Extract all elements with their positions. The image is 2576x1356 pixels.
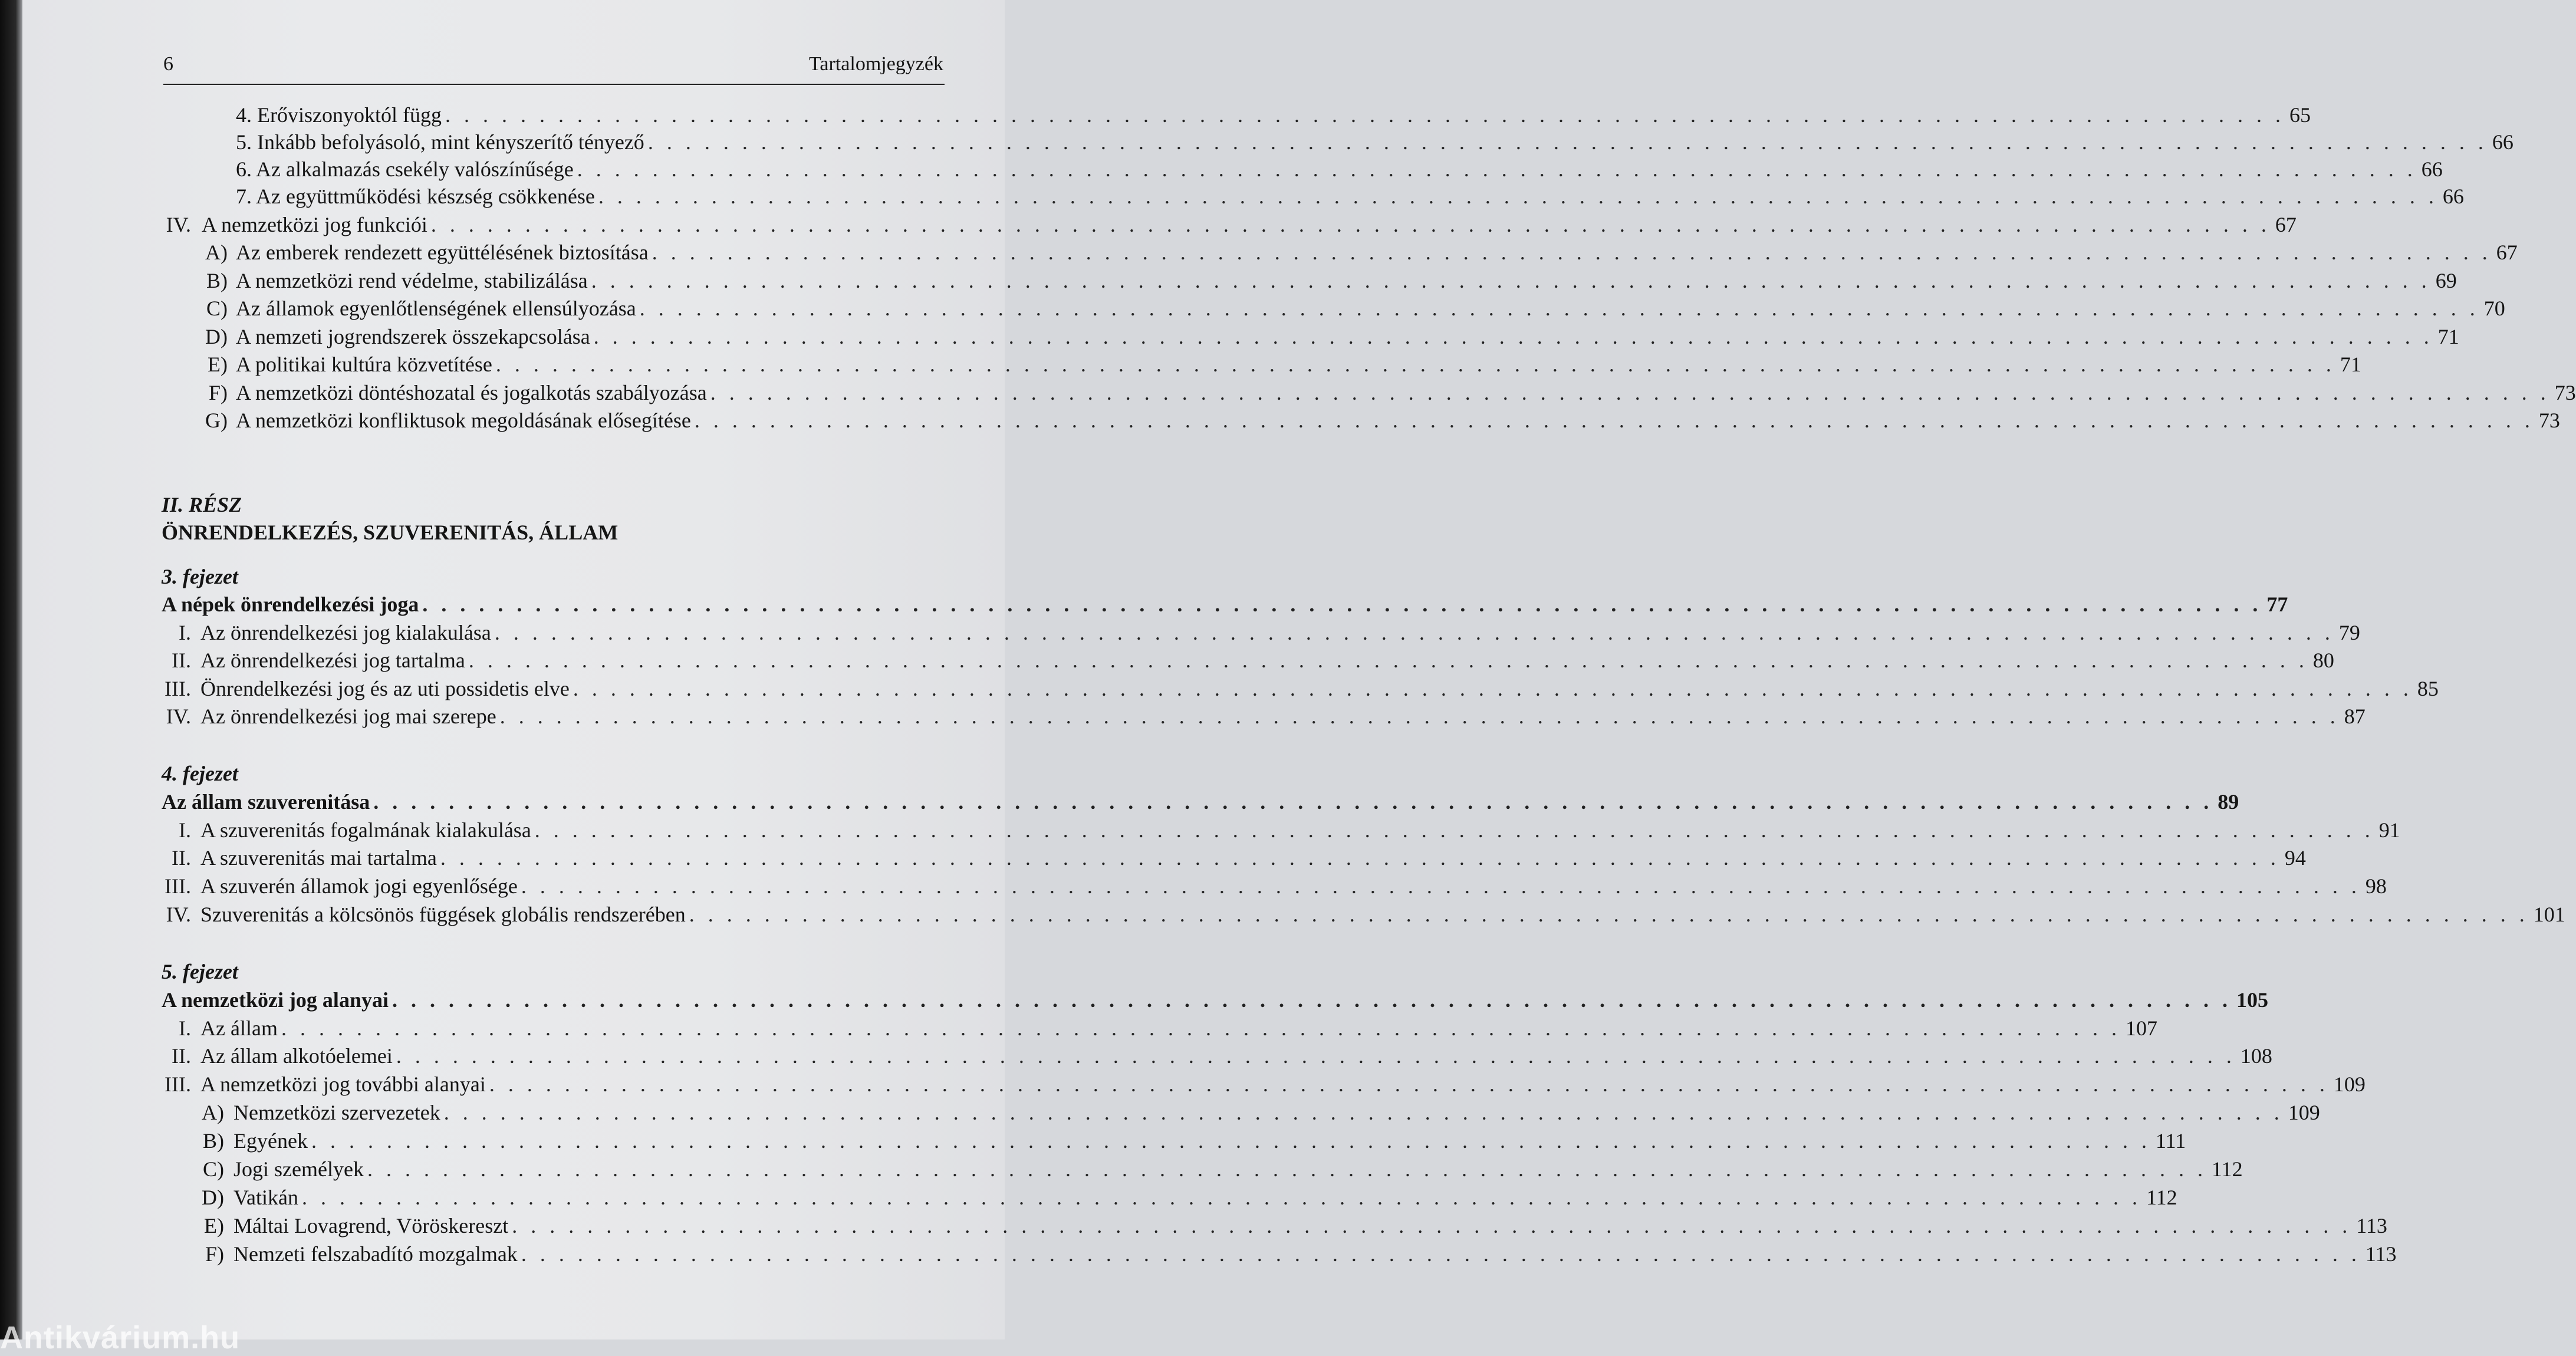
toc-number: II. [172,846,191,870]
toc-page-number: 89 [2218,790,2239,814]
toc-number: B) [203,1129,224,1153]
part-title: ÖNRENDELKEZÉS, SZUVERENITÁS, ÁLLAM [162,521,618,544]
toc-number: IV. [166,903,191,926]
toc-page-number: 113 [2365,1242,2397,1266]
toc-page-number: 67 [2275,213,2297,236]
toc-number: E) [204,1214,224,1237]
toc-entry: D) Vatikán . . . . . . . . . . . . . . . . . . . . . . . . . . . . . . . . . . . . . . . . . . . . . . . . . . . . . . . . . . . . . . . . . . . . . . . . . . . . . . . . . . . . . . . . . . . . . . . . . . 112 [0,1184,1002,1211]
toc-entry: C) Jogi személyek . . . . . . . . . . . . . . . . . . . . . . . . . . . . . . . . . . . . . . . . . . . . . . . . . . . . . . . . . . . . . . . . . . . . . . . . . . . . . . . . . . . . . . . . . . . . . . . . . . 112 [0,1156,1002,1183]
toc-page-number: 73 [2538,409,2560,432]
page-number: 6 [163,53,173,75]
toc-number: F) [208,381,228,404]
toc-entry: III. A szuverén államok jogi egyenlősége . . . . . . . . . . . . . . . . . . . . . . . . . . . . . . . . . . . . . . . . . . . . . . . . . . . . . . . . . . . . . . . . . . . . . . . . . . . . . . . . . . . . . . . . . . . . . . . . . . 98 [0,873,1002,900]
toc-number: IV. [166,705,191,728]
toc-entry: 7. Az együttműködési készség csökkenése . . . . . . . . . . . . . . . . . . . . . . . . . . . . . . . . . . . . . . . . . . . . . . . . . . . . . . . . . . . . . . . . . . . . . . . . . . . . . . . . . . . . . . . . . . . . . . . . . . 66 [0,183,1002,210]
toc-page-number: 80 [2312,649,2334,672]
toc-page-number: 73 [2554,381,2576,404]
watermark: Antikvárium.hu [0,1320,241,1355]
toc-page-number: 109 [2333,1072,2366,1096]
toc-entry: G) A nemzetközi konfliktusok megoldásának elősegítése . . . . . . . . . . . . . . . . . . . . . . . . . . . . . . . . . . . . . . . . . . . . . . . . . . . . . . . . . . . . . . . . . . . . . . . . . . . . . . . . . . . . . . . . . . . . . . . . . . 73 [0,407,1002,434]
toc-page-number: 109 [2288,1101,2320,1124]
toc-number: I. [179,1016,191,1040]
toc-page-number: 87 [2344,705,2366,728]
running-header [163,53,945,85]
toc-number: G) [205,409,228,432]
toc-entry: F) Nemzeti felszabadító mozgalmak . . . . . . . . . . . . . . . . . . . . . . . . . . . . . . . . . . . . . . . . . . . . . . . . . . . . . . . . . . . . . . . . . . . . . . . . . . . . . . . . . . . . . . . . . . . . . . . . . . 113 [0,1240,1002,1268]
toc-page-number: 107 [2125,1016,2157,1040]
toc-page-number: 66 [2442,185,2464,208]
toc-number: B) [206,269,228,292]
toc-number: C) [206,297,228,320]
toc-page-number: 66 [2421,157,2443,181]
toc-number: D) [202,1186,224,1209]
toc-entry: 5. Inkább befolyásoló, mint kényszerítő tényező . . . . . . . . . . . . . . . . . . . . . . . . . . . . . . . . . . . . . . . . . . . . . . . . . . . . . . . . . . . . . . . . . . . . . . . . . . . . . . . . . . . . . . . . . . . . . . . . . . 66 [0,129,1002,156]
toc-page-number: 112 [2211,1157,2243,1181]
toc-page-number: 85 [2417,677,2439,700]
toc-entry: 4. Erőviszonyoktól függ . . . . . . . . . . . . . . . . . . . . . . . . . . . . . . . . . . . . . . . . . . . . . . . . . . . . . . . . . . . . . . . . . . . . . . . . . . . . . . . . . . . . . . . . . . . . . . . . . . 65 [0,101,1002,129]
toc-number: C) [203,1157,224,1181]
toc-page-number: 112 [2146,1186,2177,1209]
chapter-label: 4. fejezet [162,762,238,785]
toc-number: I. [179,621,191,644]
toc-number: III. [165,677,191,700]
toc-page-number: 105 [2236,988,2268,1012]
toc-page-number: 65 [2289,103,2311,127]
toc-page-number: 67 [2496,241,2518,264]
toc-entry: IV. Az önrendelkezési jog mai szerepe . . . . . . . . . . . . . . . . . . . . . . . . . . . . . . . . . . . . . . . . . . . . . . . . . . . . . . . . . . . . . . . . . . . . . . . . . . . . . . . . . . . . . . . . . . . . . . . . . . 87 [0,703,1002,730]
toc-page-number: 111 [2155,1129,2186,1153]
chapter-title: Az állam szuverenitása . . . . . . . . . . . . . . . . . . . . . . . . . . . . . . . . . . . . . . . . . . . . . . . . . . . . . . . . . . . . . . . . . . . . . . . . . . . . . . . . . . . . . . . . . . . . . . . . . . 89 [0,788,1002,815]
toc-number: A) [205,241,228,264]
toc-number: IV. [166,213,191,236]
toc-page-number: 79 [2338,621,2360,644]
toc-entry: E) Máltai Lovagrend, Vöröskereszt . . . . . . . . . . . . . . . . . . . . . . . . . . . . . . . . . . . . . . . . . . . . . . . . . . . . . . . . . . . . . . . . . . . . . . . . . . . . . . . . . . . . . . . . . . . . . . . . . . 113 [0,1212,1002,1239]
chapter-label: 5. fejezet [162,960,238,983]
toc-entry: IV. A nemzetközi jog funkciói . . . . . . . . . . . . . . . . . . . . . . . . . . . . . . . . . . . . . . . . . . . . . . . . . . . . . . . . . . . . . . . . . . . . . . . . . . . . . . . . . . . . . . . . . . . . . . . . . . 67 [0,211,1002,238]
toc-entry: F) A nemzetközi döntéshozatal és jogalkotás szabályozása . . . . . . . . . . . . . . . . . . . . . . . . . . . . . . . . . . . . . . . . . . . . . . . . . . . . . . . . . . . . . . . . . . . . . . . . . . . . . . . . . . . . . . . . . . . . . . . . . . 73 [0,379,1002,406]
toc-page-number: 101 [2533,903,2565,926]
toc-entry: II. Az önrendelkezési jog tartalma . . . . . . . . . . . . . . . . . . . . . . . . . . . . . . . . . . . . . . . . . . . . . . . . . . . . . . . . . . . . . . . . . . . . . . . . . . . . . . . . . . . . . . . . . . . . . . . . . . 80 [0,647,1002,674]
toc-entry: 6. Az alkalmazás csekély valószínűsége . . . . . . . . . . . . . . . . . . . . . . . . . . . . . . . . . . . . . . . . . . . . . . . . . . . . . . . . . . . . . . . . . . . . . . . . . . . . . . . . . . . . . . . . . . . . . . . . . . 66 [0,156,1002,183]
toc-page-number: 69 [2435,269,2457,292]
toc-entry: A) Az emberek rendezett együttélésének biztosítása . . . . . . . . . . . . . . . . . . . . . . . . . . . . . . . . . . . . . . . . . . . . . . . . . . . . . . . . . . . . . . . . . . . . . . . . . . . . . . . . . . . . . . . . . . . . . . . . . . 67 [0,239,1002,266]
toc-page-number: 91 [2378,818,2400,842]
chapter-title: A népek önrendelkezési joga . . . . . . . . . . . . . . . . . . . . . . . . . . . . . . . . . . . . . . . . . . . . . . . . . . . . . . . . . . . . . . . . . . . . . . . . . . . . . . . . . . . . . . . . . . . . . . . . . . 77 [0,591,1002,618]
toc-number: E) [208,353,228,376]
toc-page-number: 70 [2483,297,2505,320]
toc-number: II. [172,649,191,672]
running-title: Tartalomjegyzék [809,53,943,75]
chapter-label: 3. fejezet [162,565,238,588]
toc-page-number: 71 [2340,353,2361,376]
toc-number: I. [179,818,191,842]
toc-page-number: 94 [2284,846,2306,870]
toc-entry: I. Az állam . . . . . . . . . . . . . . . . . . . . . . . . . . . . . . . . . . . . . . . . . . . . . . . . . . . . . . . . . . . . . . . . . . . . . . . . . . . . . . . . . . . . . . . . . . . . . . . . . . 107 [0,1015,1002,1042]
toc-number: A) [202,1101,224,1124]
toc-entry: C) Az államok egyenlőtlenségének ellensúlyozása . . . . . . . . . . . . . . . . . . . . . . . . . . . . . . . . . . . . . . . . . . . . . . . . . . . . . . . . . . . . . . . . . . . . . . . . . . . . . . . . . . . . . . . . . . . . . . . . . . 70 [0,295,1002,322]
toc-number: D) [205,325,228,348]
toc-entry: I. A szuverenitás fogalmának kialakulása . . . . . . . . . . . . . . . . . . . . . . . . . . . . . . . . . . . . . . . . . . . . . . . . . . . . . . . . . . . . . . . . . . . . . . . . . . . . . . . . . . . . . . . . . . . . . . . . . . 91 [0,817,1002,844]
toc-number: III. [165,1072,191,1096]
toc-entry: III. A nemzetközi jog további alanyai . . . . . . . . . . . . . . . . . . . . . . . . . . . . . . . . . . . . . . . . . . . . . . . . . . . . . . . . . . . . . . . . . . . . . . . . . . . . . . . . . . . . . . . . . . . . . . . . . . 109 [0,1071,1002,1098]
toc-number: II. [172,1044,191,1068]
toc-entry: E) A politikai kultúra közvetítése . . . . . . . . . . . . . . . . . . . . . . . . . . . . . . . . . . . . . . . . . . . . . . . . . . . . . . . . . . . . . . . . . . . . . . . . . . . . . . . . . . . . . . . . . . . . . . . . . . 71 [0,351,1002,378]
toc-page-number: 77 [2266,593,2288,616]
toc-page-number: 71 [2437,325,2459,348]
chapter-title: A nemzetközi jog alanyai . . . . . . . . . . . . . . . . . . . . . . . . . . . . . . . . . . . . . . . . . . . . . . . . . . . . . . . . . . . . . . . . . . . . . . . . . . . . . . . . . . . . . . . . . . . . . . . . . . 105 [0,986,1002,1013]
toc-page-number: 66 [2492,130,2514,154]
toc-entry: A) Nemzetközi szervezetek . . . . . . . . . . . . . . . . . . . . . . . . . . . . . . . . . . . . . . . . . . . . . . . . . . . . . . . . . . . . . . . . . . . . . . . . . . . . . . . . . . . . . . . . . . . . . . . . . . 109 [0,1099,1002,1126]
toc-page-number: 113 [2356,1214,2387,1237]
part-label: II. RÉSZ [162,493,242,516]
toc-number: F) [205,1242,224,1266]
toc-page-number: 108 [2240,1044,2272,1068]
toc-entry: III. Önrendelkezési jog és az uti possidetis elve . . . . . . . . . . . . . . . . . . . . . . . . . . . . . . . . . . . . . . . . . . . . . . . . . . . . . . . . . . . . . . . . . . . . . . . . . . . . . . . . . . . . . . . . . . . . . . . . . . 85 [0,675,1002,702]
toc-entry: B) Egyének . . . . . . . . . . . . . . . . . . . . . . . . . . . . . . . . . . . . . . . . . . . . . . . . . . . . . . . . . . . . . . . . . . . . . . . . . . . . . . . . . . . . . . . . . . . . . . . . . . 111 [0,1127,1002,1154]
toc-entry: II. A szuverenitás mai tartalma . . . . . . . . . . . . . . . . . . . . . . . . . . . . . . . . . . . . . . . . . . . . . . . . . . . . . . . . . . . . . . . . . . . . . . . . . . . . . . . . . . . . . . . . . . . . . . . . . . 94 [0,844,1002,871]
toc-entry: I. Az önrendelkezési jog kialakulása . . . . . . . . . . . . . . . . . . . . . . . . . . . . . . . . . . . . . . . . . . . . . . . . . . . . . . . . . . . . . . . . . . . . . . . . . . . . . . . . . . . . . . . . . . . . . . . . . . 79 [0,619,1002,646]
toc-entry: II. Az állam alkotóelemei . . . . . . . . . . . . . . . . . . . . . . . . . . . . . . . . . . . . . . . . . . . . . . . . . . . . . . . . . . . . . . . . . . . . . . . . . . . . . . . . . . . . . . . . . . . . . . . . . . 108 [0,1042,1002,1069]
toc-page-number: 98 [2365,874,2387,898]
toc-number: III. [165,874,191,898]
toc-entry: IV. Szuverenitás a kölcsönös függések globális rendszerében . . . . . . . . . . . . . . . . . . . . . . . . . . . . . . . . . . . . . . . . . . . . . . . . . . . . . . . . . . . . . . . . . . . . . . . . . . . . . . . . . . . . . . . . . . . . . . . . . . 101 [0,901,1002,928]
toc-entry: D) A nemzeti jogrendszerek összekapcsolása . . . . . . . . . . . . . . . . . . . . . . . . . . . . . . . . . . . . . . . . . . . . . . . . . . . . . . . . . . . . . . . . . . . . . . . . . . . . . . . . . . . . . . . . . . . . . . . . . . 71 [0,323,1002,350]
toc-entry: B) A nemzetközi rend védelme, stabilizálása . . . . . . . . . . . . . . . . . . . . . . . . . . . . . . . . . . . . . . . . . . . . . . . . . . . . . . . . . . . . . . . . . . . . . . . . . . . . . . . . . . . . . . . . . . . . . . . . . . 69 [0,267,1002,294]
